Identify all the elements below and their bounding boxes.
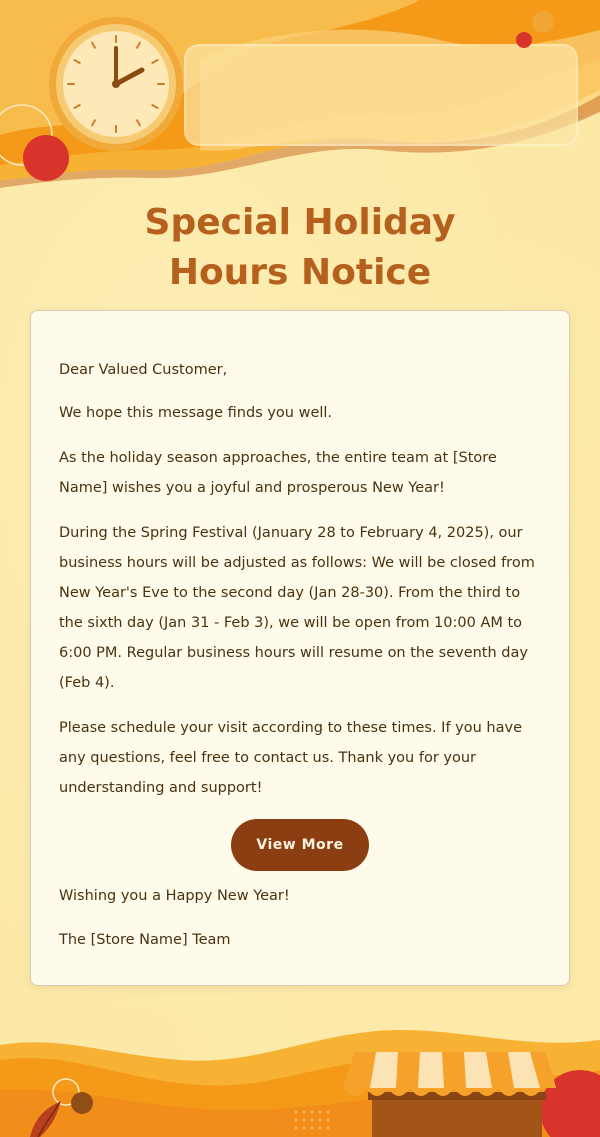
hours-paragraph: During the Spring Festival (January 28 to February 4, 2025), our business hours will be adjusted as follows: We will be closed from New Year's Eve to the second day (Jan 28-30). From the third to the sixth day (Jan 31 - Feb 3), we will be open from 10:00 AM to 6:00 PM. Regular business hours will resume on the seventh day (Feb 4).: [59, 525, 535, 691]
page-title: [0, 198, 600, 298]
closing-text: Wishing you a Happy New Year!: [59, 888, 290, 904]
footer-illustration: [0, 1000, 600, 1137]
header-illustration: [0, 0, 600, 200]
wishes-paragraph: As the holiday season approaches, the entire team at [Store Name] wishes you a joyful and prosperous New Year!: [59, 450, 497, 496]
signature-text: The [Store Name] Team: [59, 932, 231, 948]
view-more-button[interactable]: View More: [231, 819, 369, 871]
button-container: [59, 819, 541, 871]
storefront-awning-icon: [344, 1052, 556, 1137]
title-text: Special Holiday Hours Notice: [144, 202, 456, 293]
greeting-text: Dear Valued Customer,: [59, 362, 228, 378]
clock-icon: [49, 17, 183, 151]
letter-card: [30, 310, 570, 986]
intro-paragraph: We hope this message finds you well.: [59, 405, 333, 421]
schedule-paragraph: Please schedule your visit according to these times. If you have any questions, feel free to contact us. Thank you for your understanding and support!: [59, 720, 522, 796]
